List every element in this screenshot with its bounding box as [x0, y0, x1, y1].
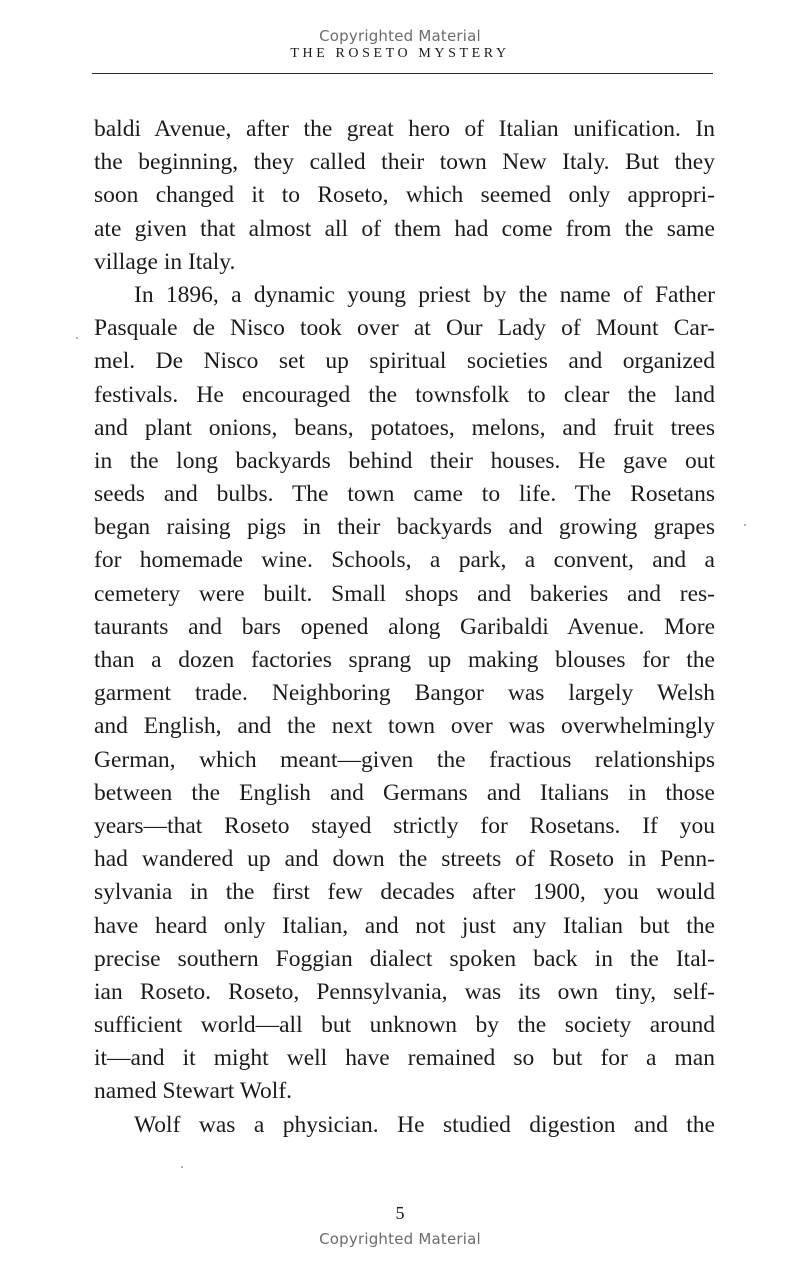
text-line: between the English and Germans and Italians in those — [94, 779, 715, 806]
text-line: ian Roseto. Roseto, Pennsylvania, was its own tiny, self- — [94, 978, 715, 1005]
text-line: garment trade. Neighboring Bangor was largely Welsh — [94, 680, 715, 707]
scan-speck — [181, 1166, 183, 1168]
text-line: Pasquale de Nisco took over at Our Lady of Mount Car- — [94, 315, 715, 342]
copyright-watermark-top: Copyrighted Material — [319, 27, 481, 45]
text-line: German, which meant—given the fractious relationships — [94, 746, 715, 773]
text-line: Wolf was a physician. He studied digestion and the — [134, 1111, 715, 1138]
text-line: festivals. He encouraged the townsfolk to clear the land — [94, 381, 715, 408]
text-line: mel. De Nisco set up spiritual societies and organized — [94, 348, 715, 375]
text-line: in the long backyards behind their houses. He gave out — [94, 447, 715, 474]
copyright-watermark-bottom: Copyrighted Material — [319, 1230, 481, 1248]
text-line: have heard only Italian, and not just any Italian but the — [94, 912, 715, 939]
text-line: years—that Roseto stayed strictly for Rosetans. If you — [94, 812, 715, 839]
scan-speck — [744, 524, 746, 526]
text-line: it—and it might well have remained so but for a man — [94, 1045, 715, 1072]
text-line: sylvania in the first few decades after 1900, you would — [94, 879, 715, 906]
scan-speck — [76, 337, 78, 339]
text-line: sufficient world—all but unknown by the society around — [94, 1012, 715, 1039]
text-line: seeds and bulbs. The town came to life. The Rosetans — [94, 481, 715, 508]
text-line: the beginning, they called their town New Italy. But they — [94, 149, 715, 176]
text-line: had wandered up and down the streets of Roseto in Penn- — [94, 846, 715, 873]
text-line: for homemade wine. Schools, a park, a convent, and a — [94, 547, 715, 574]
text-line: In 1896, a dynamic young priest by the name of Father — [134, 281, 715, 308]
running-head: THE ROSETO MYSTERY — [290, 46, 510, 61]
text-line: taurants and bars opened along Garibaldi Avenue. More — [94, 613, 715, 640]
text-line: precise southern Foggian dialect spoken back in the Ital- — [94, 945, 715, 972]
text-line: ate given that almost all of them had come from the same — [94, 215, 715, 242]
text-line: baldi Avenue, after the great hero of Italian unification. In — [94, 116, 715, 142]
text-line: soon changed it to Roseto, which seemed only appropri- — [94, 182, 715, 209]
text-line: cemetery were built. Small shops and bakeries and res- — [94, 580, 715, 607]
text-line: named Stewart Wolf. — [94, 1078, 293, 1105]
text-line: village in Italy. — [94, 248, 236, 275]
text-line: and English, and the next town over was overwhelmingly — [94, 713, 715, 740]
body-text — [94, 113, 715, 1142]
header-rule — [92, 73, 713, 74]
text-line: and plant onions, beans, potatoes, melons, and fruit trees — [94, 414, 715, 441]
text-line: began raising pigs in their backyards and growing grapes — [94, 514, 715, 541]
page-number: 5 — [395, 1203, 405, 1223]
text-line: than a dozen factories sprang up making blouses for the — [94, 647, 715, 673]
